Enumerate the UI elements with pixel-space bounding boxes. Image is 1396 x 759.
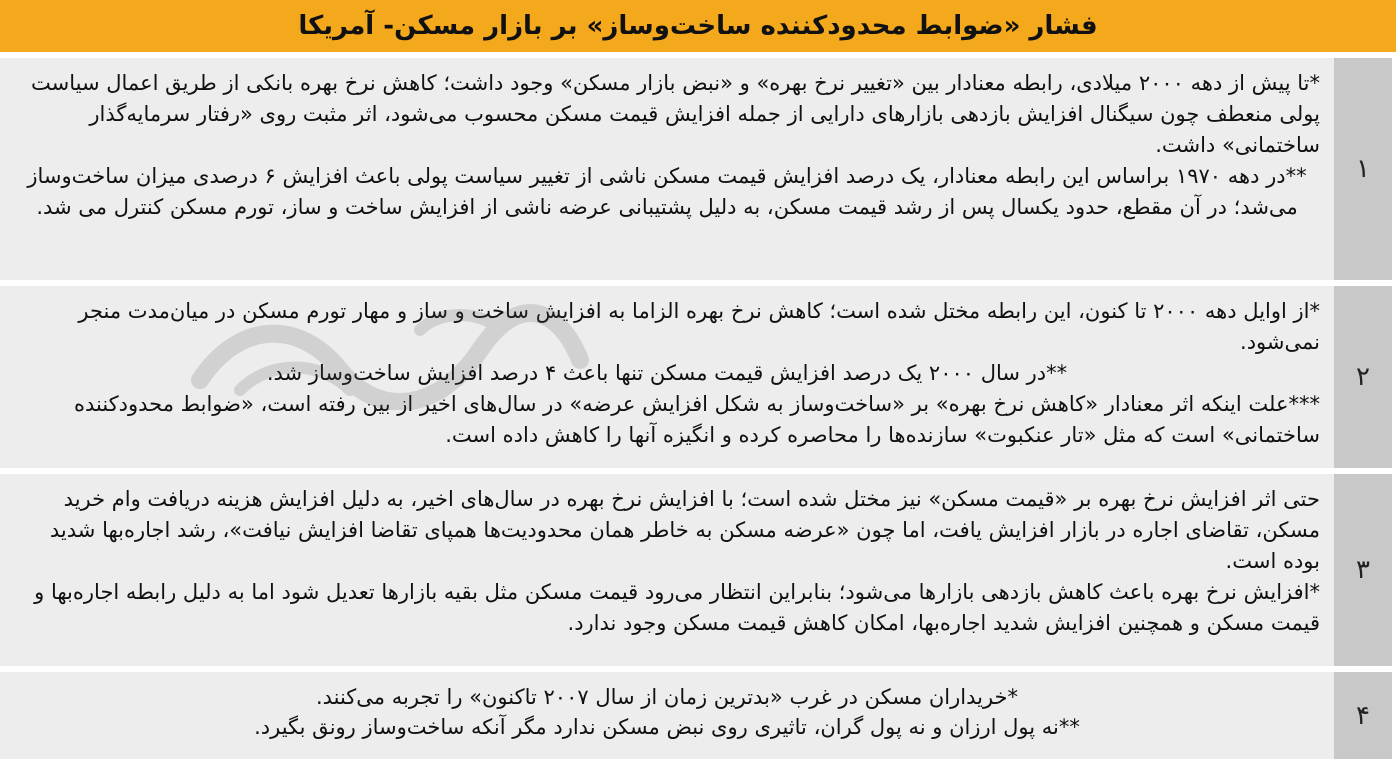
row-content	[0, 672, 1334, 759]
row-paragraph: **نه پول ارزان و نه پول گران، تاثیری روی نبض مسکن ندارد مگر آنکه ساخت‌وساز رونق بگیرد.	[254, 715, 1080, 739]
row-number: ۲	[1334, 286, 1396, 468]
page-title: فشار «ضوابط محدودکننده ساخت‌وساز» بر بازار مسکن- آمریکا	[298, 11, 1098, 41]
table-row-1	[0, 58, 1396, 280]
row-paragraph: *خریداران مسکن در غرب «بدترین زمان از سال ۲۰۰۷ تاکنون» را تجربه می‌کنند.	[315, 685, 1019, 709]
row-paragraph: *تا پیش از دهه ۲۰۰۰ میلادی، رابطه معنادار بین «تغییر نرخ بهره» و «نبض بازار مسکن» وجود داشت؛ کاهش نرخ بهره بانکی از طریق اعمال سیاست پولی منعطف چون سیگنال افزایش بازدهی بازارهای دارایی از جمله افزایش قیمت مسکن محسوب می‌شود، اثر مثبت روی «رفتار سرمایه‌گذار ساختمانی» داشت.	[31, 71, 1320, 157]
row-paragraph: *افزایش نرخ بهره باعث کاهش بازدهی بازارها می‌شود؛ بنابراین انتظار می‌رود قیمت مسکن مثل بقیه بازارها تعدیل شود اما به دلیل رابطه اجاره‌بها و قیمت مسکن و همچنین افزایش شدید اجاره‌بها، امکان کاهش قیمت مسکن وجود ندارد.	[34, 580, 1320, 635]
row-paragraph: ***علت اینکه اثر معنادار «کاهش نرخ بهره» بر «ساخت‌وساز به شکل افزایش عرضه» در سال‌های اخیر از بین رفته است، «ضوابط محدودکننده ساختمانی» است که مثل «تار عنکبوت» سازنده‌ها را محاصره کرده و انگیزه آنها را کاهش داده است.	[73, 392, 1320, 447]
row-number: ۳	[1334, 474, 1396, 666]
table-row-3	[0, 474, 1396, 666]
row-paragraph: **در سال ۲۰۰۰ یک درصد افزایش قیمت مسکن تنها باعث ۴ درصد افزایش ساخت‌وساز شد.	[266, 361, 1068, 385]
row-paragraph: حتی اثر افزایش نرخ بهره بر «قیمت مسکن» نیز مختل شده است؛ با افزایش نرخ بهره در سال‌های اخیر، به دلیل افزایش هزینه دریافت وام خرید مسکن، تقاضای اجاره در بازار افزایش یافت، اما چون «عرضه مسکن به خاطر همان محدودیت‌ها همپای تقاضا افزایش نیافت»، رشد اجاره‌بها شدید بوده است.	[49, 487, 1320, 573]
row-content	[0, 474, 1334, 666]
table-row-4	[0, 672, 1396, 759]
row-content	[0, 286, 1334, 468]
row-paragraph: *از اوایل دهه ۲۰۰۰ تا کنون، این رابطه مختل شده است؛ کاهش نرخ بهره الزاما به افزایش ساخت و ساز و مهار تورم مسکن در میان‌مدت منجر نمی‌شود.	[78, 299, 1320, 354]
table-row-2	[0, 286, 1396, 468]
row-number: ۴	[1334, 672, 1396, 759]
content-table	[0, 52, 1396, 759]
row-content	[0, 58, 1334, 280]
row-number: ۱	[1334, 58, 1396, 280]
page-title-bar	[0, 0, 1396, 52]
row-paragraph: **در دهه ۱۹۷۰ براساس این رابطه معنادار، یک درصد افزایش قیمت مسکن ناشی از تغییر سیاست پولی باعث افزایش ۶ درصدی میزان ساخت‌وساز می‌شد؛ در آن مقطع، حدود یکسال پس از رشد قیمت مسکن، به دلیل پشتیبانی عرضه ناشی از افزایش ساخت و ساز، تورم مسکن کنترل می شد.	[27, 164, 1307, 219]
